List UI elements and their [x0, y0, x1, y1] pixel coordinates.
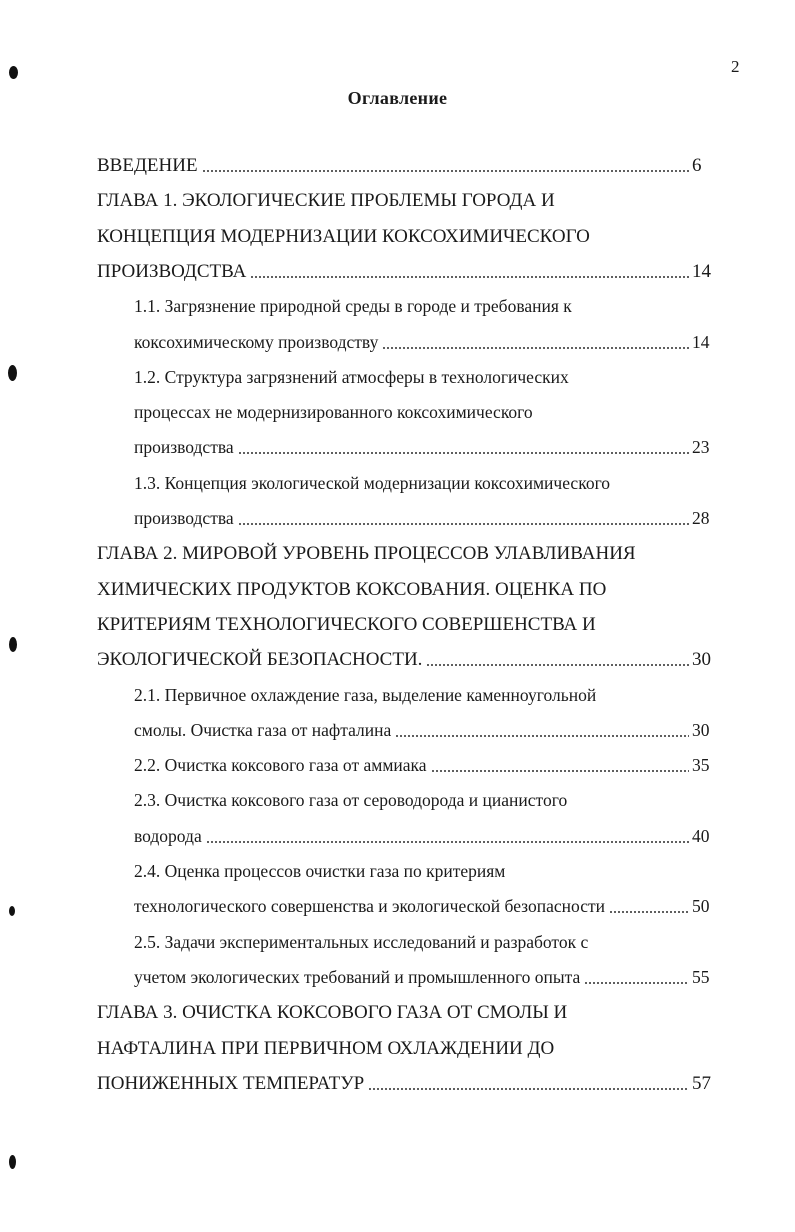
toc-section-text: 2.5. Задачи экспериментальных исследований и разработок с	[134, 931, 589, 952]
toc-line	[0, 190, 795, 226]
toc-line	[0, 896, 795, 932]
toc-chapter-text: ВВЕДЕНИЕ	[97, 155, 198, 176]
toc-leader-dots	[368, 1085, 689, 1093]
toc-section-text: производства	[134, 508, 234, 528]
toc-line	[0, 826, 795, 862]
toc-leader-dots	[382, 344, 689, 352]
toc-section-text: 1.2. Структура загрязнений атмосферы в технологических	[134, 366, 569, 387]
toc-leader-dots	[238, 520, 689, 528]
toc-leader-dots	[584, 979, 689, 987]
toc-line	[0, 332, 795, 368]
toc-leader-dots	[426, 661, 689, 669]
toc-line	[0, 967, 795, 1003]
toc-line	[0, 261, 795, 297]
toc-section-text: производства	[134, 437, 234, 458]
toc-page-number: 14	[692, 331, 710, 352]
toc-line	[0, 1073, 795, 1109]
toc-section-text: учетом экологических требований и промышленного опыта	[134, 966, 581, 987]
toc-section-text: процессах не модернизированного коксохимического	[134, 402, 533, 423]
toc-leader-dots	[395, 732, 689, 740]
toc-page-number: 55	[692, 966, 710, 987]
toc-line	[0, 755, 795, 791]
scan-speck	[9, 1155, 16, 1169]
toc-page-number: 23	[692, 437, 710, 458]
toc-chapter-text: ПОНИЖЕННЫХ ТЕМПЕРАТУР	[97, 1072, 365, 1094]
toc-page-number: 57	[692, 1072, 711, 1094]
toc-line	[0, 296, 795, 332]
toc-section-text: 1.1. Загрязнение природной среды в городе и требования к	[134, 296, 572, 317]
toc-leader-dots	[238, 449, 689, 457]
toc-chapter-text: КОНЦЕПЦИЯ МОДЕРНИЗАЦИИ КОКСОХИМИЧЕСКОГО	[97, 225, 590, 247]
toc-line	[0, 508, 795, 544]
toc-line	[0, 614, 795, 650]
scan-speck	[9, 66, 18, 79]
toc-chapter-text: ГЛАВА 2. МИРОВОЙ УРОВЕНЬ ПРОЦЕССОВ УЛАВЛИВАНИЯ	[97, 543, 636, 565]
toc-leader-dots	[431, 767, 689, 775]
scan-speck	[9, 637, 17, 652]
toc-line	[0, 1038, 795, 1074]
toc-page-number: 50	[692, 896, 710, 917]
toc-chapter-text: ЭКОЛОГИЧЕСКОЙ БЕЗОПАСНОСТИ.	[97, 649, 423, 671]
toc-page-number: 40	[692, 825, 710, 846]
toc-page-number: 28	[692, 508, 710, 528]
toc-line	[0, 367, 795, 403]
toc-line	[0, 685, 795, 721]
toc-line	[0, 932, 795, 968]
toc-line	[0, 1002, 795, 1038]
toc-section-text: водорода	[134, 825, 202, 846]
toc-line	[0, 861, 795, 897]
toc-line	[0, 473, 795, 509]
toc-chapter-text: ХИМИЧЕСКИХ ПРОДУКТОВ КОКСОВАНИЯ. ОЦЕНКА ПО	[97, 578, 607, 600]
toc-line	[0, 649, 795, 685]
scan-speck	[9, 906, 15, 916]
toc-page-number: 6	[692, 155, 702, 176]
toc-section-text: 2.2. Очистка коксового газа от аммиака	[134, 755, 427, 776]
toc-section-text: коксохимическому производству	[134, 331, 379, 352]
toc-section-text: технологического совершенства и экологической безопасности	[134, 896, 605, 917]
page-title: Оглавление	[347, 88, 448, 108]
toc-line	[0, 720, 795, 756]
toc-line	[0, 155, 795, 191]
scan-speck	[8, 365, 17, 381]
toc-section-text: 2.3. Очистка коксового газа от сероводорода и цианистого	[134, 790, 568, 811]
toc-line	[0, 579, 795, 615]
toc-page-number: 30	[692, 649, 711, 671]
toc-line	[0, 402, 795, 438]
toc-chapter-text: ГЛАВА 3. ОЧИСТКА КОКСОВОГО ГАЗА ОТ СМОЛЫ И	[97, 1002, 568, 1024]
toc-section-text: 2.4. Оценка процессов очистки газа по критериям	[134, 861, 506, 881]
toc-section-text: 2.1. Первичное охлаждение газа, выделение каменноугольной	[134, 684, 597, 705]
toc-line	[0, 543, 795, 579]
page-number: 2	[731, 57, 740, 76]
toc-line	[0, 226, 795, 262]
toc-chapter-text: КРИТЕРИЯМ ТЕХНОЛОГИЧЕСКОГО СОВЕРШЕНСТВА И	[97, 613, 596, 635]
toc-page-number: 35	[692, 755, 710, 776]
toc-chapter-text: НАФТАЛИНА ПРИ ПЕРВИЧНОМ ОХЛАЖДЕНИИ ДО	[97, 1037, 555, 1059]
toc-leader-dots	[609, 908, 689, 916]
toc-line	[0, 437, 795, 473]
toc-line	[0, 790, 795, 826]
toc-chapter-text: ПРОИЗВОДСТВА	[97, 260, 247, 282]
toc-section-text: 1.3. Концепция экологической модернизации коксохимического	[134, 472, 611, 493]
toc-leader-dots	[250, 273, 689, 281]
toc-leader-dots	[206, 838, 689, 846]
toc-leader-dots	[202, 167, 689, 175]
toc-chapter-text: ГЛАВА 1. ЭКОЛОГИЧЕСКИЕ ПРОБЛЕМЫ ГОРОДА И	[97, 190, 555, 212]
toc-page-number: 30	[692, 719, 710, 740]
toc-section-text: смолы. Очистка газа от нафталина	[134, 719, 392, 740]
toc-page-number: 14	[692, 260, 711, 282]
